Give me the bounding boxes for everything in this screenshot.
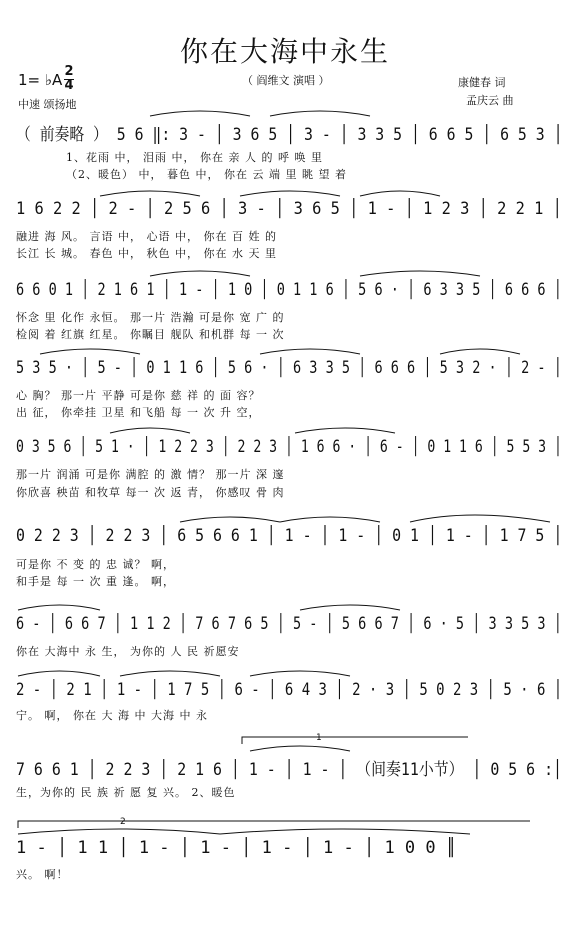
tie-mark [300,605,400,610]
time-signature-top: 2 [64,64,74,79]
song-title: 你在大海中永生 [179,35,390,68]
tie-mark [360,191,440,196]
tie-mark [18,605,100,610]
tempo-marking: 中速 颂扬地 [18,98,77,111]
tie-mark [110,428,190,433]
staff-notes: 7 6 6 1 │ 2 2 3 │ 2 1 6 │ 1 - │ 1 - │ （间奏11小节） │ 0 5 6 :│ [16,760,562,780]
tie-mark [360,271,480,276]
tie-mark [280,517,380,522]
lyric-line: （2、暖色） 中， 暮色 中， 你在 云 端 里 眺 望 着 [66,168,347,181]
lyric-line: 可是你 不 变 的 忠 诚？ 啊， [16,558,175,571]
lyric-line: 宁。 啊， 你在 大 海 中 大海 中 永 [16,709,208,722]
staff-notes: 5 3 5 · │ 5 - │ 0 1 1 6 │ 5 6 · │ 6 3 3 5 │ 6 6 6 │ 5 3 2 · │ 2 - │ [16,358,562,378]
lyric-line: 融进 海 风。 言语 中， 心语 中， 你在 百 姓 的 [16,230,277,243]
lyric-line: 怀念 里 化作 永恒。 那一片 浩瀚 可是你 宽 广 的 [16,311,285,324]
tie-mark [240,191,340,196]
lyric-line: 兴。 啊！ [16,868,69,881]
volta-number: 2 [120,817,126,827]
staff-notes: 1 6 2 2 │ 2 - │ 2 5 6 │ 3 - │ 3 6 5 │ 1 - │ 1 2 3 │ 2 2 1 │ [16,199,562,219]
lyric-line: 和手是 每 一 次 重 逢。 啊， [16,575,175,588]
tie-mark [250,746,350,751]
lyricist-credit: 康健春 词 [458,76,506,89]
time-signature [64,66,74,92]
composer-credit: 孟庆云 曲 [466,94,514,107]
tie-mark [270,111,370,116]
volta-bracket [18,821,530,828]
volta-number: 1 [316,733,322,743]
performer-credit: （ 阎维文 演唱 ） [242,74,330,87]
tie-mark [440,349,520,354]
lyric-line: 生，为你的 民 族 祈 愿 复 兴。 2、暖色 [16,786,236,799]
tie-mark [150,111,250,116]
lyric-line: 1、花雨 中， 泪雨 中， 你在 亲 人 的 呼 唤 里 [66,151,323,164]
lyric-line: 那一片 润涌 可是你 满腔 的 激 情？ 那一片 深 邃 [16,468,285,481]
lyric-line: 心 胸？ 那一片 平静 可是你 慈 祥 的 面 容？ [16,389,261,402]
tie-mark [295,428,395,433]
volta-bracket [242,737,468,744]
tie-mark [18,829,220,834]
staff-notes: 6 6 0 1 │ 2 1 6 1 │ 1 - │ 1 0 │ 0 1 1 6 │ 5 6 · │ 6 3 3 5 │ 6 6 6 │ [16,280,562,300]
tie-mark [40,349,140,354]
lyric-line: 你欣喜 秧苗 和牧草 每一 次 返 青， 你感叹 骨 肉 [16,486,285,499]
staff-notes: 1 - │ 1 1 │ 1 - │ 1 - │ 1 - │ 1 - │ 1 0 0 ║ [16,838,457,858]
staff-notes: （ 前奏略 ） 5 6 ‖: 3 - │ 3 6 5 │ 3 - │ 3 3 5 │ 6 6 5 │ 6 5 3 │ [16,125,563,145]
key-signature: 1= ♭A [18,71,63,89]
tie-mark [100,191,200,196]
tie-mark [18,671,100,676]
tie-mark [220,829,470,834]
staff-notes: 0 3 5 6 │ 5 1 · │ 1 2 2 3 │ 2 2 3 │ 1 6 6 · │ 6 - │ 0 1 1 6 │ 5 5 3 │ [16,437,562,457]
tie-mark [260,349,360,354]
tie-mark [120,671,220,676]
tie-mark [180,517,280,522]
tie-mark [250,671,350,676]
staff-notes: 6 - │ 6 6 7 │ 1 1 2 │ 7 6 7 6 5 │ 5 - │ 5 6 6 7 │ 6 · 5 │ 3 3 5 3 │ [16,614,562,634]
lyric-line: 你在 大海中 永 生， 为你的 人 民 祈愿安 [16,645,240,658]
tie-mark [410,515,550,522]
lyric-line: 出 征， 你牵挂 卫星 和飞船 每 一 次 升 空， [16,406,261,419]
tie-mark [150,271,250,276]
lyric-line: 检阅 着 红旗 红星。 你瞩目 舰队 和机群 每 一 次 [16,328,285,341]
time-signature-bottom: 4 [64,78,74,93]
staff-notes: 0 2 2 3 │ 2 2 3 │ 6 5 6 6 1 │ 1 - │ 1 - │ 0 1 │ 1 - │ 1 7 5 │ [16,526,563,546]
lyric-line: 长江 长 城。 春色 中， 秋色 中， 你在 水 天 里 [16,247,277,260]
staff-notes: 2 - │ 2 1 │ 1 - │ 1 7 5 │ 6 - │ 6 4 3 │ 2 · 3 │ 5 0 2 3 │ 5 · 6 │ [16,680,563,700]
